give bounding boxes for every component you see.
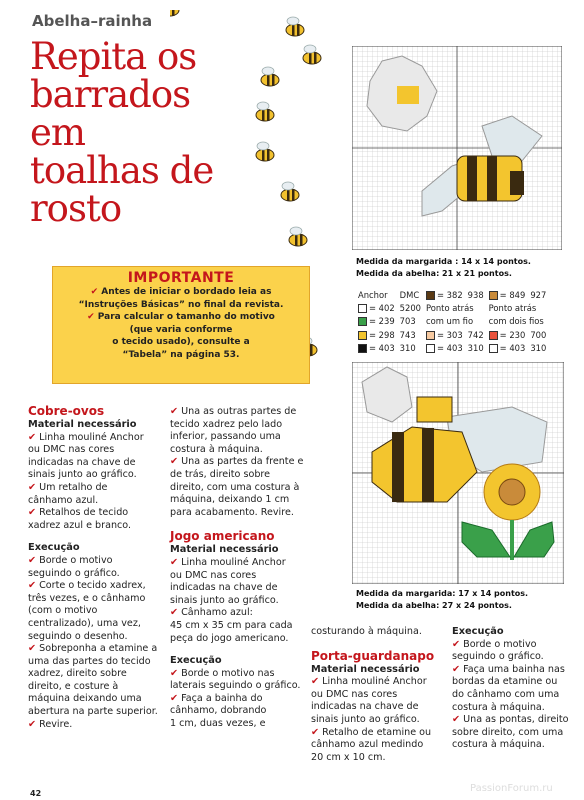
check-icon: ✔ bbox=[28, 431, 37, 443]
key-header: DMC bbox=[399, 290, 420, 300]
key-cell: = 298 bbox=[369, 329, 395, 340]
section-title: Porta-guardanapo bbox=[311, 648, 435, 663]
text-line: Una as outras partes de bbox=[181, 406, 297, 417]
key-cell: = 230 bbox=[499, 329, 526, 340]
cross-stitch-chart-2 bbox=[352, 362, 564, 584]
chart2-caption-2: Medida da abelha: 27 x 24 pontos. bbox=[356, 601, 512, 610]
text-line: Linha mouliné Anchor bbox=[181, 556, 286, 568]
importante-line: (que varia conforme bbox=[129, 324, 233, 335]
check-icon: ✔ bbox=[28, 554, 37, 566]
text-line: sinais junto ao gráfico. bbox=[311, 713, 420, 725]
key-cell: com um fio bbox=[426, 316, 474, 327]
text-line: Corte o tecido xadrex, bbox=[39, 580, 146, 592]
swatch-icon bbox=[358, 331, 367, 340]
key-cell: = 402 bbox=[369, 303, 395, 314]
chart1-caption-1: Medida da margarida : 14 x 14 pontos. bbox=[356, 257, 531, 266]
material-title: Material necessário bbox=[311, 663, 420, 675]
text-line: (com o motivo bbox=[28, 605, 98, 617]
text-line: Sobreponha a etamine a bbox=[39, 643, 158, 655]
text-line: Borde o motivo nas bbox=[181, 667, 275, 679]
key-cell: 938 bbox=[467, 290, 484, 300]
swatch-icon bbox=[358, 304, 367, 313]
text-line: do cânhamo com uma bbox=[452, 688, 560, 700]
section-title: Cobre-ovos bbox=[28, 404, 105, 418]
key-cell: = 403 bbox=[499, 342, 526, 353]
key-cell: = 239 bbox=[369, 316, 395, 327]
text-line: costura à máquina. bbox=[452, 739, 545, 751]
text-line: Faça uma bainha nas bbox=[463, 663, 565, 675]
importante-box bbox=[52, 266, 310, 384]
section-tag: Abelha–rainha bbox=[32, 12, 153, 30]
text-line: xadrez azul e branco. bbox=[28, 519, 132, 531]
importante-title: IMPORTANTE bbox=[127, 270, 235, 286]
text-line: Borde o motivo bbox=[39, 554, 113, 566]
text-line: Retalhos de tecido bbox=[39, 507, 129, 519]
check-icon: ✔ bbox=[452, 714, 461, 726]
swatch-icon bbox=[426, 331, 435, 340]
text-line: sinais junto ao gráfico. bbox=[170, 594, 279, 606]
text-line: direito, e costure à bbox=[28, 680, 119, 692]
text-line: Una as partes da frente e bbox=[181, 456, 304, 468]
key-cell: 310 bbox=[399, 342, 416, 353]
check-icon: ✔ bbox=[170, 456, 179, 468]
text-line: de trás, direito sobre bbox=[170, 468, 271, 480]
material-title: Material necessário bbox=[28, 419, 137, 430]
check-icon: ✔ bbox=[28, 718, 37, 730]
section-title: Jogo americano bbox=[170, 529, 275, 544]
key-cell: 743 bbox=[399, 329, 416, 340]
key-cell: = 403 bbox=[369, 342, 395, 353]
text-line: sobre direito, com uma bbox=[452, 726, 564, 738]
text-line: ou DMC nas cores bbox=[28, 444, 115, 456]
text-line: Linha mouliné Anchor bbox=[322, 676, 427, 688]
text-line: direito, com uma costura à bbox=[170, 481, 300, 493]
swatch-icon bbox=[489, 344, 498, 353]
page-number: 42 bbox=[30, 789, 42, 798]
text-line: para acabamento. Revire. bbox=[170, 506, 294, 518]
text-line: indicadas na chave de bbox=[170, 582, 278, 594]
text-line: cânhamo azul medindo bbox=[311, 739, 424, 751]
check-icon: ✔ bbox=[452, 638, 461, 650]
key-header: Anchor bbox=[358, 290, 388, 300]
text-line: máquina, deixando 1 cm bbox=[170, 494, 290, 506]
text-line: costura à máquina. bbox=[452, 701, 545, 713]
text-line: três vezes, e o cânhamo bbox=[28, 592, 146, 604]
check-icon: ✔ bbox=[170, 406, 179, 417]
column-porta-guardanapo bbox=[311, 626, 446, 764]
key-cell: 742 bbox=[467, 329, 484, 340]
text-line: centralizado), uma vez, bbox=[28, 617, 141, 629]
importante-line: o tecido usado), consulte a bbox=[112, 337, 250, 347]
key-cell: = 849 bbox=[499, 290, 526, 300]
text-line: inferior, passando uma bbox=[170, 431, 281, 443]
key-cell: = 382 bbox=[437, 290, 463, 300]
text-line: Cânhamo azul: bbox=[181, 607, 253, 619]
key-cell: 310 bbox=[530, 342, 547, 353]
text-line: bordas da etamine ou bbox=[452, 676, 558, 688]
text-line: 1 cm, duas vezes, e bbox=[170, 718, 266, 730]
cross-stitch-chart-1 bbox=[352, 46, 562, 250]
text-line: Retalho de etamine ou bbox=[322, 726, 432, 738]
text-line: sinais junto ao gráfico. bbox=[28, 469, 137, 481]
text-line: cânhamo azul. bbox=[28, 494, 99, 506]
text-line: 20 cm x 10 cm. bbox=[311, 751, 386, 763]
importante-line: “Tabela” na página 53. bbox=[122, 349, 240, 360]
key-cell: 5200 bbox=[399, 303, 421, 314]
swatch-icon bbox=[489, 331, 498, 340]
check-icon: ✔ bbox=[90, 287, 99, 297]
check-icon: ✔ bbox=[170, 692, 179, 704]
swatch-icon bbox=[489, 291, 498, 300]
importante-line: Para calcular o tamanho do motivo bbox=[97, 312, 275, 322]
importante-line: Antes de iniciar o bordado leia as bbox=[101, 287, 272, 297]
check-icon: ✔ bbox=[311, 726, 320, 738]
check-icon: ✔ bbox=[28, 481, 37, 493]
text-line: xadrez, direito sobre bbox=[28, 668, 127, 680]
importante-line: “Instruções Básicas” no final da revista. bbox=[78, 299, 284, 310]
text-line: Una as pontas, direito bbox=[463, 714, 569, 726]
swatch-icon bbox=[358, 317, 367, 326]
key-cell: = 303 bbox=[437, 329, 463, 340]
text-line: costura à máquina. bbox=[170, 443, 263, 455]
check-icon: ✔ bbox=[28, 580, 37, 592]
text-line: ou DMC nas cores bbox=[170, 569, 257, 581]
check-icon: ✔ bbox=[87, 312, 95, 322]
column-jogo-americano bbox=[170, 406, 305, 731]
text-line: indicadas na chave de bbox=[311, 701, 419, 713]
text-line: costurando à máquina. bbox=[311, 626, 422, 637]
text-line: cânhamo, dobrando bbox=[170, 705, 267, 717]
execucao-title: Execução bbox=[28, 542, 80, 554]
key-cell: = 403 bbox=[437, 342, 463, 353]
swatch-icon bbox=[426, 344, 435, 353]
text-line: seguindo o gráfico. bbox=[452, 651, 544, 663]
check-icon: ✔ bbox=[452, 663, 461, 675]
check-icon: ✔ bbox=[170, 667, 179, 679]
text-line: Revire. bbox=[39, 718, 73, 730]
key-cell: 927 bbox=[530, 290, 547, 300]
key-table bbox=[356, 288, 551, 356]
check-icon: ✔ bbox=[28, 643, 37, 655]
watermark: PassionForum.ru bbox=[470, 783, 553, 794]
check-icon: ✔ bbox=[170, 556, 179, 568]
text-line: seguindo o desenho. bbox=[28, 630, 128, 642]
key-cell: 700 bbox=[530, 329, 547, 340]
text-line: 45 cm x 35 cm para cada bbox=[170, 619, 293, 631]
page-headline: Repita os barrados em toalhas de rosto bbox=[30, 35, 214, 230]
key-cell: Ponto atrás bbox=[488, 303, 537, 314]
column-execucao bbox=[452, 626, 580, 752]
swatch-icon bbox=[426, 291, 435, 300]
text-line: abertura na parte superior. bbox=[28, 706, 158, 718]
text-line: laterais seguindo o gráfico. bbox=[170, 680, 301, 692]
key-cell: 310 bbox=[467, 342, 484, 353]
column-cobre-ovos bbox=[28, 404, 163, 731]
key-cell: Ponto atrás bbox=[426, 303, 474, 314]
text-line: seguindo o gráfico. bbox=[28, 567, 120, 579]
check-icon: ✔ bbox=[28, 507, 37, 519]
text-line: indicadas na chave de bbox=[28, 456, 136, 468]
chart2-caption-1: Medida da margarida: 17 x 14 pontos. bbox=[356, 589, 529, 598]
execucao-title: Execução bbox=[452, 626, 504, 637]
swatch-icon bbox=[358, 344, 367, 353]
text-line: peça do jogo americano. bbox=[170, 632, 289, 644]
text-line: Faça a bainha do bbox=[181, 692, 263, 704]
text-line: Borde o motivo bbox=[463, 638, 537, 650]
color-key bbox=[356, 288, 566, 356]
execucao-title: Execução bbox=[170, 655, 222, 667]
text-line: máquina deixando uma bbox=[28, 693, 142, 705]
text-line: Um retalho de bbox=[39, 481, 108, 493]
key-cell: com dois fios bbox=[488, 316, 544, 327]
text-line: tecido xadrez pelo lado bbox=[170, 418, 283, 430]
text-line: uma das partes do tecido bbox=[28, 655, 151, 667]
material-title: Material necessário bbox=[170, 544, 279, 556]
check-icon: ✔ bbox=[170, 607, 179, 619]
chart1-caption-2: Medida da abelha: 21 x 21 pontos. bbox=[356, 269, 512, 278]
text-line: ou DMC nas cores bbox=[311, 688, 398, 700]
key-cell: 703 bbox=[399, 316, 416, 327]
check-icon: ✔ bbox=[311, 676, 320, 688]
text-line: Linha mouliné Anchor bbox=[39, 431, 144, 443]
